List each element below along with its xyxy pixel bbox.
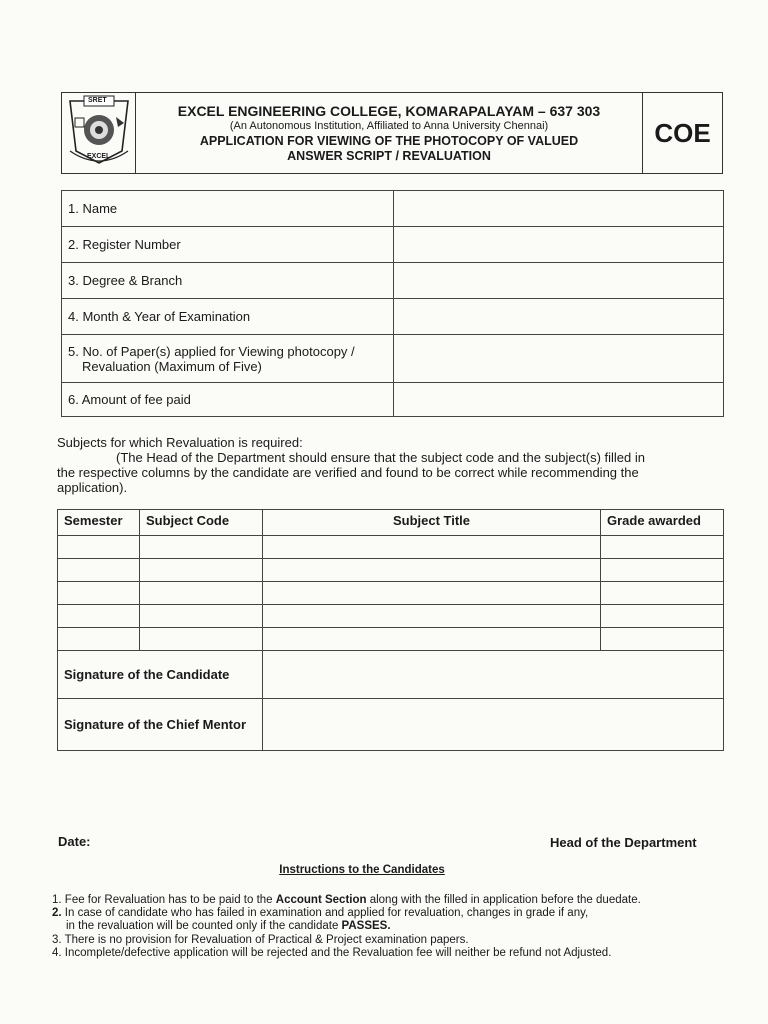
hod-note-line2: the respective columns by the candidate are verified and found to be correct while recommending the [57,465,639,480]
instruction-number: 2. [52,907,62,919]
grade-awarded-header: Grade awarded [601,510,724,536]
instruction-text: In case of candidate who has failed in examination and applied for revaluation, changes in grade if any, [64,907,589,919]
applicant-details-table [61,190,724,417]
header-title-block [136,93,642,173]
subject-code-cell[interactable] [140,582,263,605]
candidate-signature-field[interactable] [263,651,724,699]
college-logo [62,93,136,173]
degree-branch-field[interactable] [394,263,724,299]
mentor-signature-label: Signature of the Chief Mentor [58,699,263,751]
register-number-field[interactable] [394,227,724,263]
candidate-signature-label: Signature of the Candidate [58,651,263,699]
application-title-line2: ANSWER SCRIPT / REVALUATION [287,149,491,163]
subject-title-cell[interactable] [263,605,601,628]
instruction-item [52,907,752,920]
college-emblem-icon [62,93,136,173]
subjects-header-row [58,510,724,536]
subject-title-cell[interactable] [263,582,601,605]
papers-applied-label-line1: 5. No. of Paper(s) applied for Viewing photocopy / [68,343,355,359]
logo-top-text: SRET [88,97,107,104]
register-number-label: 2. Register Number [62,227,394,263]
subjects-table [57,509,724,751]
instruction-item [52,947,752,960]
instructions-title: Instructions to the Candidates [279,864,445,876]
instruction-text: Incomplete/defective application will be rejected and the Revaluation fee will neither be refund not Adjusted. [64,947,612,959]
mentor-signature-field[interactable] [263,699,724,751]
subject-code-cell[interactable] [140,605,263,628]
details-row [62,335,724,383]
grade-cell[interactable] [601,628,724,651]
grade-cell[interactable] [601,605,724,628]
coe-label: COE [642,93,722,173]
mentor-signature-row [58,699,724,751]
papers-applied-field[interactable] [394,335,724,383]
exam-month-year-field[interactable] [394,299,724,335]
subject-title-header: Subject Title [263,510,601,536]
grade-cell[interactable] [601,559,724,582]
semester-cell[interactable] [58,536,140,559]
table-row [58,559,724,582]
grade-cell[interactable] [601,582,724,605]
instruction-bold: Account Section [275,894,367,906]
instruction-text: There is no provision for Revaluation of Practical & Project examination papers. [64,934,469,946]
instruction-text: Fee for Revaluation has to be paid to the [64,894,276,906]
details-row [62,227,724,263]
logo-bottom-text: EXCEL [87,153,111,160]
instruction-bold: PASSES. [341,920,391,932]
college-name: EXCEL ENGINEERING COLLEGE, KOMARAPALAYAM – 637 303 [177,103,601,119]
details-row [62,299,724,335]
application-title-line1: APPLICATION FOR VIEWING OF THE PHOTOCOPY OF VALUED [199,134,579,148]
subject-title-cell[interactable] [263,559,601,582]
date-label: Date: [58,834,91,849]
instruction-number: 1. [52,894,62,906]
subject-code-cell[interactable] [140,536,263,559]
fee-paid-label: 6. Amount of fee paid [62,383,394,417]
table-row [58,536,724,559]
instruction-item [52,934,752,947]
papers-applied-label [62,335,394,383]
instruction-number: 3. [52,934,62,946]
instruction-item-continued [52,920,752,933]
details-row [62,383,724,417]
name-field[interactable] [394,191,724,227]
subjects-intro: Subjects for which Revaluation is required: [57,435,303,450]
semester-cell[interactable] [58,605,140,628]
details-row [62,263,724,299]
semester-cell[interactable] [58,628,140,651]
table-row [58,605,724,628]
degree-branch-label: 3. Degree & Branch [62,263,394,299]
name-label: 1. Name [62,191,394,227]
grade-cell[interactable] [601,536,724,559]
instruction-number: 4. [52,947,62,959]
subject-code-cell[interactable] [140,628,263,651]
hod-note-line3: application). [57,480,128,495]
hod-label: Head of the Department [550,835,697,850]
subject-code-header: Subject Code [140,510,263,536]
exam-month-year-label: 4. Month & Year of Examination [62,299,394,335]
table-row [58,582,724,605]
papers-applied-label-line2: Revaluation (Maximum of Five) [82,358,262,374]
form-header [61,92,723,174]
subject-title-cell[interactable] [263,536,601,559]
hod-note-line1: (The Head of the Department should ensure that the subject code and the subject(s) filled in [116,450,645,465]
instruction-text: along with the filled in application before the duedate. [366,894,641,906]
candidate-signature-row [58,651,724,699]
college-affiliation: (An Autonomous Institution, Affiliated to Anna University Chennai) [229,120,549,132]
details-row [62,191,724,227]
table-row [58,628,724,651]
semester-header: Semester [58,510,140,536]
semester-cell[interactable] [58,559,140,582]
semester-cell[interactable] [58,582,140,605]
subject-code-cell[interactable] [140,559,263,582]
instruction-item [52,894,752,907]
instruction-text: in the revaluation will be counted only if the candidate [66,920,342,932]
subject-title-cell[interactable] [263,628,601,651]
fee-paid-field[interactable] [394,383,724,417]
